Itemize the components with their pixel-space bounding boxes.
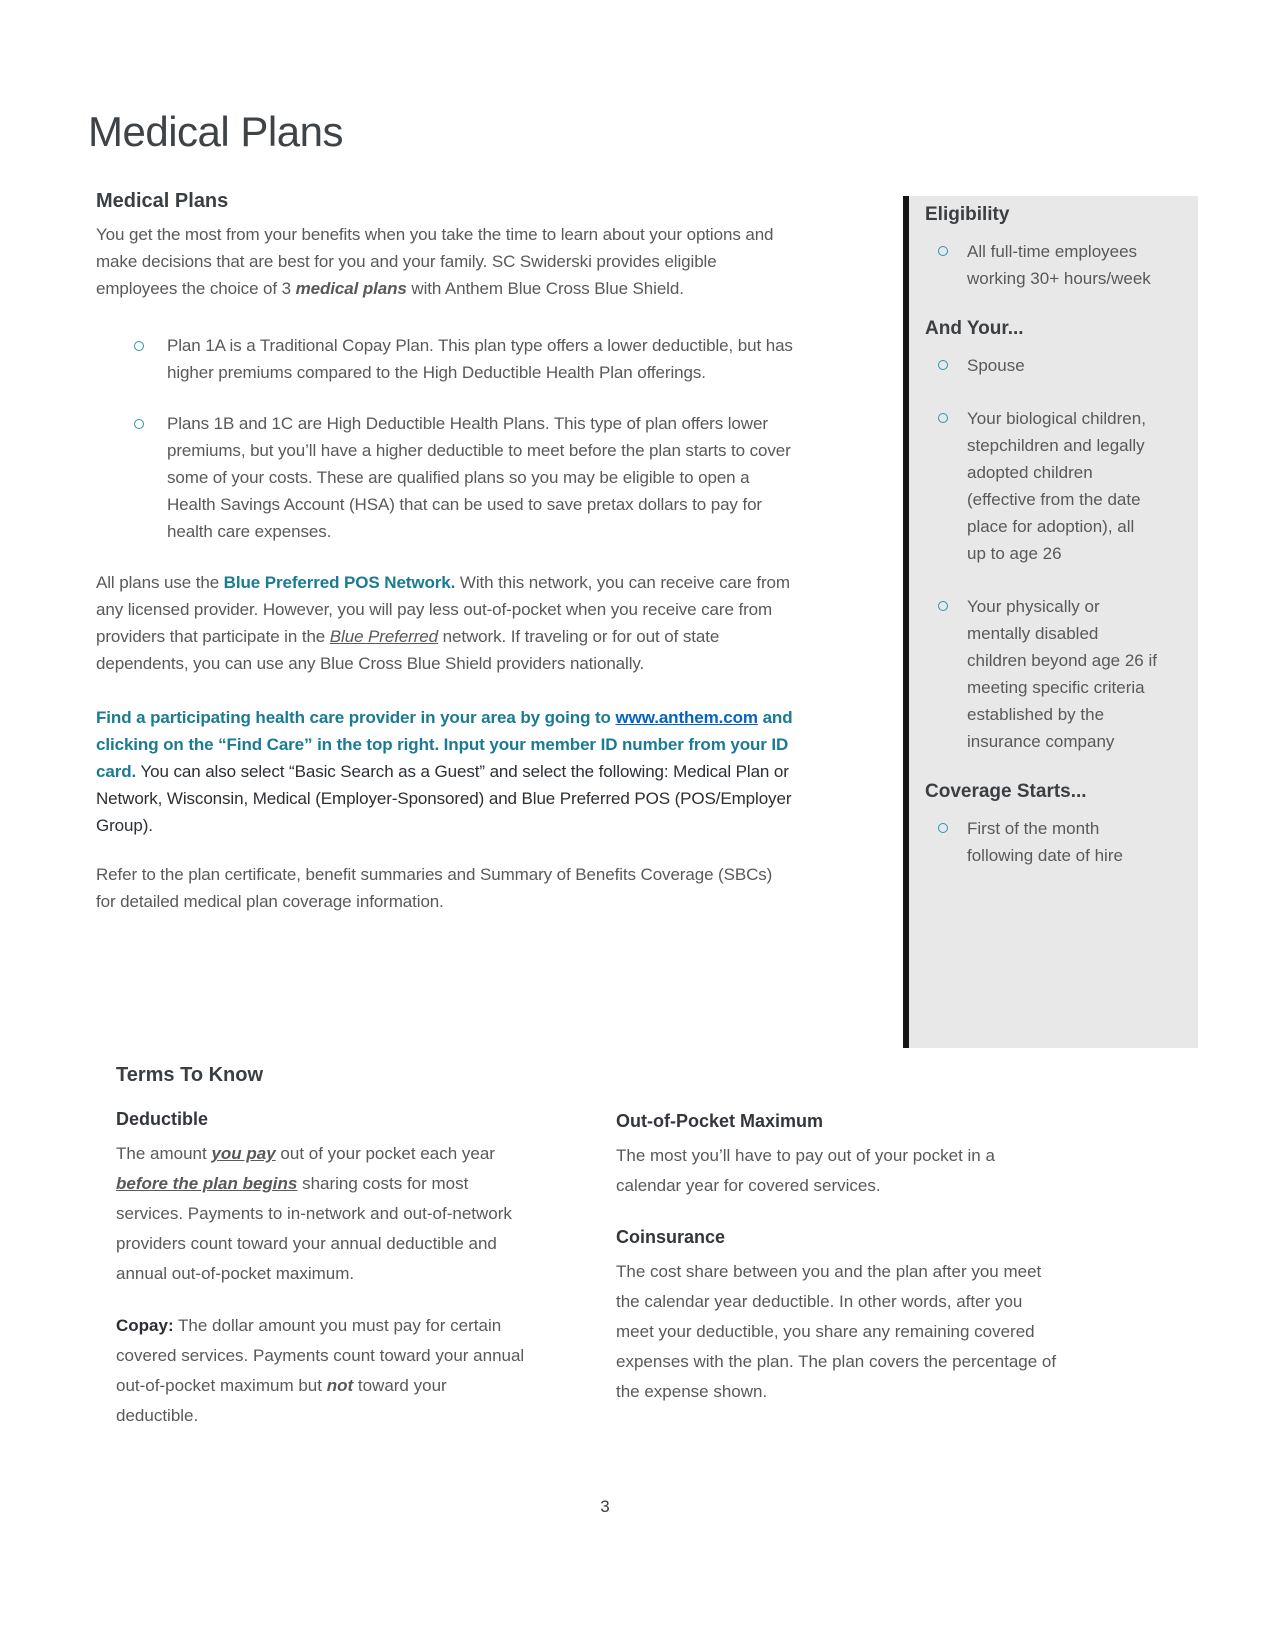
list-item-text [967,815,1157,869]
list-item [938,405,1184,567]
text-run: Your biological children, stepchildren and legally adopted children (effective from the date place for adoption), all up to age 26 [967,409,1146,563]
term-heading-deductible: Deductible [116,1109,209,1129]
main-content [96,190,796,915]
list-item-text [967,593,1157,755]
text-run: Refer to the plan certificate, benefit summaries and Summary of Benefits Coverage (SBCs) for detailed medical plan coverage information. [96,865,773,911]
list-item [938,593,1184,755]
bullet-icon [938,601,948,611]
text-run: Copay: [116,1316,174,1335]
refer-paragraph [96,861,796,915]
list-item [938,815,1184,869]
page-number: 3 [600,1497,610,1516]
sidebar-section-heading-and-your: And Your... [925,318,1024,339]
terms-right-column [616,1106,1071,1407]
text-run: before the plan begins [116,1174,298,1193]
list-item [134,410,796,545]
text-run: Blue Preferred [329,627,439,646]
bullet-icon [938,246,948,256]
term-heading-coinsurance: Coinsurance [616,1227,726,1247]
bullet-icon [134,341,144,351]
list-item [134,332,796,386]
text-run: Blue Preferred POS Network. [223,573,456,592]
plan-bullet-list [96,332,796,545]
anthem-link[interactable]: www.anthem.com [615,708,758,727]
text-run: The most you’ll have to pay out of your pocket in a calendar year for covered services. [616,1146,995,1195]
list-item-text [167,332,796,386]
text-run: sharing costs for most services. Payments to in-network and out-of-network providers count toward your annual deductible and annual out-of-pocket maximum. [116,1174,512,1283]
text-run: Plan 1A is a Traditional Copay Plan. This plan type offers a lower deductible, but has higher premiums compared to the High Deductible Health Plan offerings. [167,336,793,382]
bullet-icon [938,413,948,423]
text-run: you pay [211,1144,276,1163]
text-run: Spouse [967,356,1025,375]
eligibility-sidebar [903,196,1198,1048]
text-run: The cost share between you and the plan after you meet the calendar year deductible. In other words, after you meet your deductible, you share any remaining covered expenses with the plan. The plan covers the percentage of the expense shown. [616,1262,1057,1401]
text-run: Plans 1B and 1C are High Deductible Health Plans. This type of plan offers lower premiums, but you’ll have a higher deductible to meet before the plan starts to cover some of your costs. These are qualified plans so you may be eligible to open a Health Savings Account (HSA) that can be used to save pretax dollars to pay for health care expenses. [167,414,791,541]
text-run: You get the most from your benefits when you take the time to learn about your options and make decisions that are best for you and your family. SC Swiderski provides eligible employees the choice of 3 [96,225,774,298]
text-run: The dollar amount you must pay for certain covered services. Payments count toward your annual out-of-pocket maximum but [116,1316,525,1395]
terms-heading: Terms To Know [116,1064,264,1086]
term-body-oop-maximum [616,1141,1061,1201]
list-item-text [167,410,796,545]
list-item [938,352,1184,379]
text-run: You can also select “Basic Search as a Guest” and select the following: Medical Plan or Network, Wisconsin, Medical (Employer-Sponsored) and Blue Preferred POS (POS/Employer Group). [96,762,792,835]
term-body-copay [116,1311,526,1431]
page-title: Medical Plans [88,108,343,155]
intro-paragraph [96,221,796,302]
bullet-icon [134,419,144,429]
terms-left-column [116,1104,586,1431]
list-item-text [967,405,1157,567]
text-run: medical plans [295,279,407,298]
text-run: With this network, you can receive care from any licensed provider. However, you will pay less out-of-pocket when you receive care from providers that participate in the [96,573,790,646]
term-heading-oop-maximum: Out-of-Pocket Maximum [616,1111,824,1131]
network-paragraph [96,569,796,677]
bullet-icon [938,823,948,833]
text-run: network. If traveling or for out of state dependents, you can use any Blue Cross Blue Shield providers nationally. [96,627,720,673]
text-run: with Anthem Blue Cross Blue Shield. [406,279,684,298]
text-run: not [326,1376,354,1395]
text-run: All plans use the [96,573,224,592]
provider-search-paragraph [96,704,796,839]
term-body-coinsurance [616,1257,1061,1407]
section-heading-medical-plans: Medical Plans [96,190,229,212]
text-run: All full-time employees working 30+ hours/week [967,242,1151,288]
text-run: The amount [116,1144,212,1163]
text-run: toward your deductible. [116,1376,447,1425]
list-item-text [967,352,1157,379]
text-run: Find a participating health care provider in your area by going to [96,708,616,727]
sidebar-section-heading-coverage-starts: Coverage Starts... [925,781,1087,802]
bullet-icon [938,360,948,370]
term-body-deductible [116,1139,526,1289]
text-run: and clicking on the “Find Care” in the top right. Input your member ID number from your ID card. [96,708,793,781]
sidebar-section-heading-eligibility: Eligibility [925,204,1010,225]
text-run: out of your pocket each year [275,1144,495,1163]
text-run: First of the month following date of hire [967,819,1123,865]
text-run: Your physically or mentally disabled children beyond age 26 if meeting specific criteria established by the insurance company [967,597,1157,751]
list-item [938,238,1184,292]
list-item-text [967,238,1157,292]
